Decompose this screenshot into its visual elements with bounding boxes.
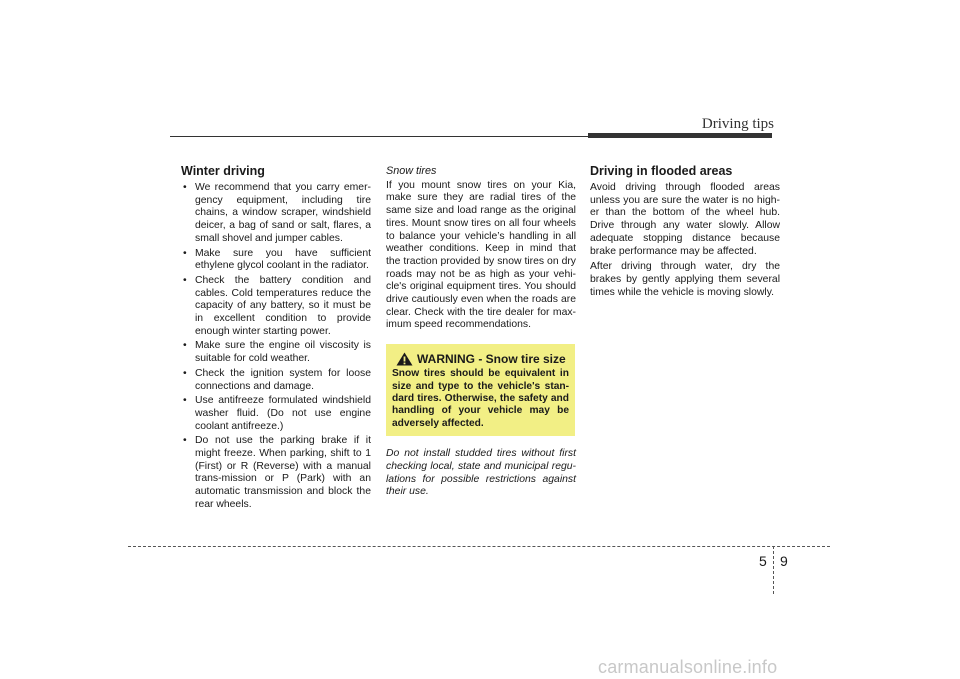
column-flooded-areas [590, 164, 780, 302]
winter-driving-heading: Winter driving [181, 164, 265, 178]
list-item: • Make sure you have sufficient ethylene glycol coolant in the radiator. [181, 248, 371, 273]
warning-text: Snow tires should be equivalent in size and type to the vehicle's stan-dard tires. Otherwise, the safety and handling of your vehicle may be adversely affected. [392, 368, 569, 429]
section-title: Driving tips [701, 116, 774, 132]
snow-tires-body: If you mount snow tires on your Kia, make sure they are radial tires of the same size and load range as the original tires. Mount snow tires on all four wheels to balance your vehicle’s handling in all weather conditions. Keep in mind that the traction provided by snow tires on dry roads may not be as high as your vehi-cle's original equipment tires. You should drive cautiously even when the roads are clear. Check with the tire dealer for max-imum speed recommendations. [386, 179, 576, 331]
list-item: • Make sure the engine oil viscosity is suitable for cold weather. [181, 340, 371, 365]
warning-title: WARNING - Snow tire size [417, 351, 566, 366]
warning-header [392, 352, 569, 366]
snow-tires-heading: Snow tires [386, 165, 437, 177]
list-item: • Check the battery condition and cables. Cold temperatures reduce the capacity of any battery, so it must be in excellent condition to provide enough winter starting power. [181, 275, 371, 339]
studded-tires-note: Do not install studded tires without first checking local, state and municipal regu-lations for possible restrictions against their use. [386, 448, 576, 498]
chapter-number: 5 [759, 553, 767, 569]
footer-rule [128, 546, 830, 547]
winter-bullet-list [181, 182, 371, 512]
header-rule-thick [588, 133, 772, 138]
list-item: • We recommend that you carry emer-gency equipment, including tire chains, a window scraper, windshield deicer, a bag of sand or salt, flares, a small shovel and jumper cables. [181, 182, 371, 246]
list-item: • Check the ignition system for loose connections and damage. [181, 368, 371, 393]
flooded-areas-heading: Driving in flooded areas [590, 164, 733, 178]
watermark: carmanualsonline.info [598, 657, 778, 677]
flooded-areas-paragraph-2: After driving through water, dry the brakes by gently applying them several times while the vehicle is moving slowly. [590, 261, 780, 298]
page-number-separator [773, 546, 774, 594]
column-winter-driving [181, 164, 371, 514]
warning-triangle-icon [396, 352, 413, 366]
warning-box [386, 344, 575, 436]
page-number: 9 [780, 553, 788, 569]
list-item: • Use antifreeze formulated windshield washer fluid. (Do not use engine coolant antifreeze.) [181, 395, 371, 433]
column-snow-tires [386, 164, 576, 499]
list-item: • Do not use the parking brake if it might freeze. When parking, shift to 1 (First) or R (Reverse) with a manual trans-mission or P (Park) with an automatic transmission and block the rear wheels. [181, 435, 371, 511]
header-rule-thin [170, 136, 590, 137]
flooded-areas-paragraph-1: Avoid driving through flooded areas unless you are sure the water is no high-er than the bottom of the wheel hub. Drive through any water slowly. Allow adequate stopping distance because brake performance may be affected. [590, 182, 780, 257]
